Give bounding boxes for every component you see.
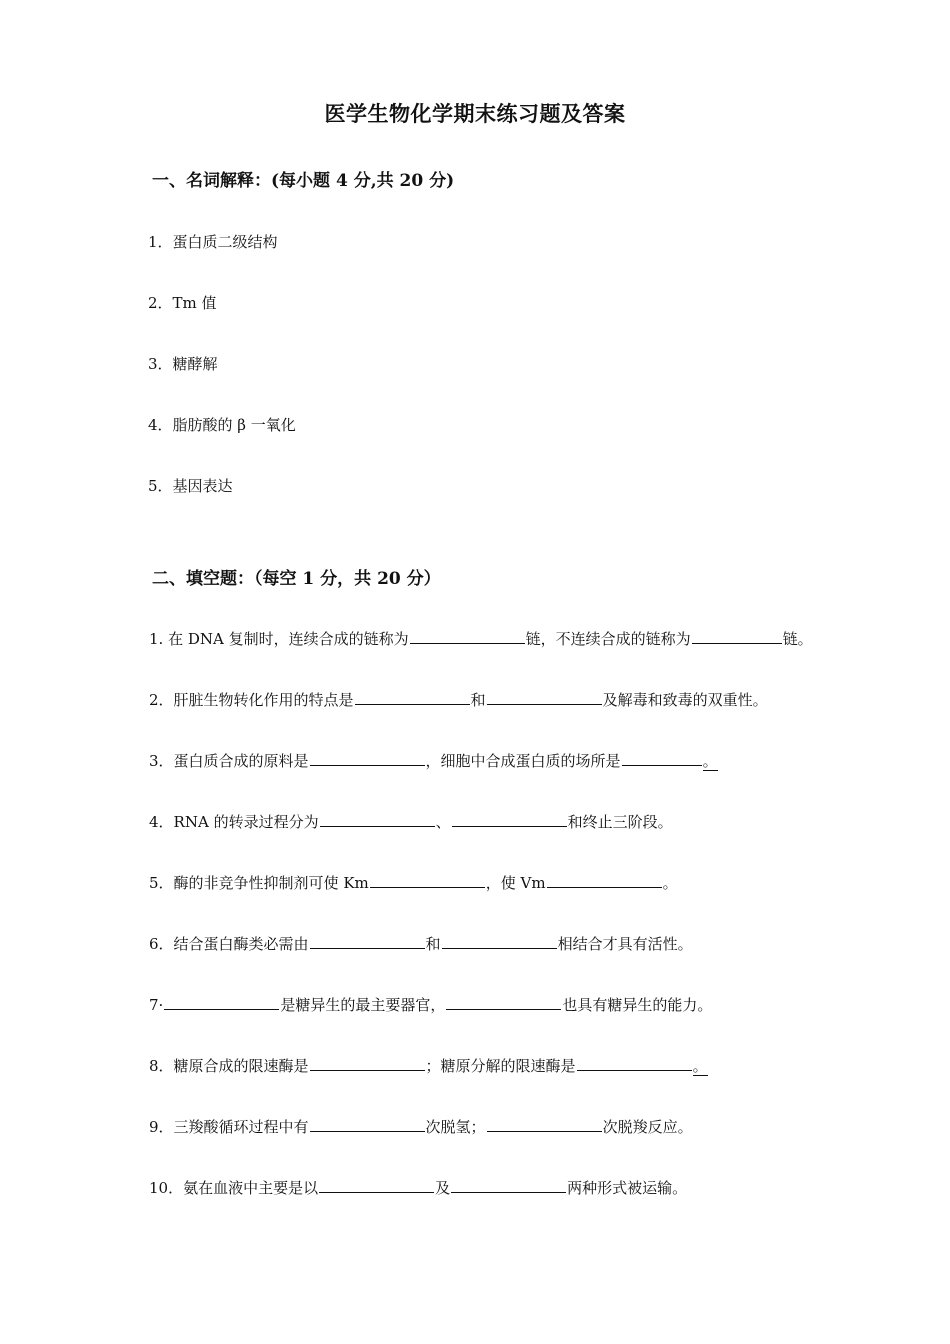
q2-blank-1[interactable] (355, 689, 470, 705)
q8-text-a: 8．糖原合成的限速酶是 (149, 1057, 309, 1075)
term-item-5: 5．基因表达 (148, 477, 233, 495)
q10-text-b: 及 (435, 1179, 451, 1197)
term-item-1: 1．蛋白质二级结构 (148, 233, 278, 251)
question-4 (149, 811, 673, 832)
q3-text-c: 。 (702, 752, 718, 770)
document-title: 医学生物化学期末练习题及答案 (324, 101, 626, 126)
question-3 (149, 750, 718, 771)
q8-text-b: ；糖原分解的限速酶是 (425, 1057, 576, 1075)
question-8 (149, 1055, 708, 1076)
q4-blank-1[interactable] (320, 811, 435, 827)
q7-text-a: 7· (149, 996, 164, 1014)
q3-blank-1[interactable] (310, 750, 425, 766)
q1-text-c: 链。 (782, 630, 813, 648)
q6-text-c: 相结合才具有活性。 (557, 935, 693, 953)
q3-text-b: ，细胞中合成蛋白质的场所是 (425, 752, 621, 770)
q3-blank-2[interactable] (622, 750, 702, 766)
q6-blank-2[interactable] (442, 933, 557, 949)
q2-text-c: 及解毒和致毒的双重性。 (602, 691, 768, 709)
q4-text-c: 和终止三阶段。 (567, 813, 673, 831)
question-5 (149, 872, 678, 893)
question-6 (149, 933, 693, 954)
q9-text-c: 次脱羧反应。 (602, 1118, 693, 1136)
q7-text-b: 是糖异生的最主要器官， (280, 996, 446, 1014)
term-item-3: 3．糖酵解 (148, 355, 218, 373)
q1-blank-2[interactable] (692, 628, 782, 644)
q5-text-a: 5．酶的非竞争性抑制剂可使 Km (149, 874, 369, 892)
q7-blank-1[interactable] (164, 994, 279, 1010)
q9-blank-2[interactable] (487, 1116, 602, 1132)
q7-blank-2[interactable] (446, 994, 561, 1010)
q2-text-a: 2．肝脏生物转化作用的特点是 (149, 691, 354, 709)
q2-text-b: 和 (470, 691, 486, 709)
term-item-4: 4．脂肪酸的 β 一氧化 (148, 416, 296, 434)
q5-text-c: 。 (662, 874, 678, 892)
q1-text-b: 链，不连续合成的链称为 (525, 630, 691, 648)
q8-blank-1[interactable] (310, 1055, 425, 1071)
q6-blank-1[interactable] (310, 933, 425, 949)
q6-text-a: 6．结合蛋白酶类必需由 (149, 935, 309, 953)
q9-text-b: 次脱氢； (425, 1118, 486, 1136)
term-item-2: 2．Tm 值 (148, 294, 217, 312)
q10-blank-1[interactable] (319, 1177, 434, 1193)
question-9 (149, 1116, 693, 1137)
q1-blank-1[interactable] (410, 628, 525, 644)
question-7 (149, 994, 712, 1015)
q8-blank-2[interactable] (577, 1055, 692, 1071)
q2-blank-2[interactable] (487, 689, 602, 705)
q4-text-a: 4．RNA 的转录过程分为 (149, 813, 319, 831)
q5-blank-1[interactable] (370, 872, 485, 888)
section1-heading: 一、名词解释：(每小题 4 分,共 20 分) (152, 171, 455, 191)
q4-text-b: 、 (435, 813, 451, 831)
q5-blank-2[interactable] (547, 872, 662, 888)
q7-text-c: 也具有糖异生的能力。 (562, 996, 713, 1014)
q10-text-c: 两种形式被运输。 (567, 1179, 688, 1197)
q4-blank-2[interactable] (452, 811, 567, 827)
q10-blank-2[interactable] (451, 1177, 566, 1193)
q1-text-a: 1. 在 DNA 复制时，连续合成的链称为 (149, 630, 409, 648)
question-2 (149, 689, 768, 710)
question-1 (149, 628, 813, 649)
q8-text-c: 。 (692, 1057, 708, 1075)
q3-text-a: 3．蛋白质合成的原料是 (149, 752, 309, 770)
q9-text-a: 9．三羧酸循环过程中有 (149, 1118, 309, 1136)
section2-heading: 二、填空题：（每空 1 分，共 20 分） (152, 569, 441, 589)
q6-text-b: 和 (425, 935, 441, 953)
q5-text-b: ，使 Vm (485, 874, 546, 892)
q9-blank-1[interactable] (310, 1116, 425, 1132)
q10-text-a: 10．氨在血液中主要是以 (149, 1179, 319, 1197)
question-10 (149, 1177, 687, 1198)
